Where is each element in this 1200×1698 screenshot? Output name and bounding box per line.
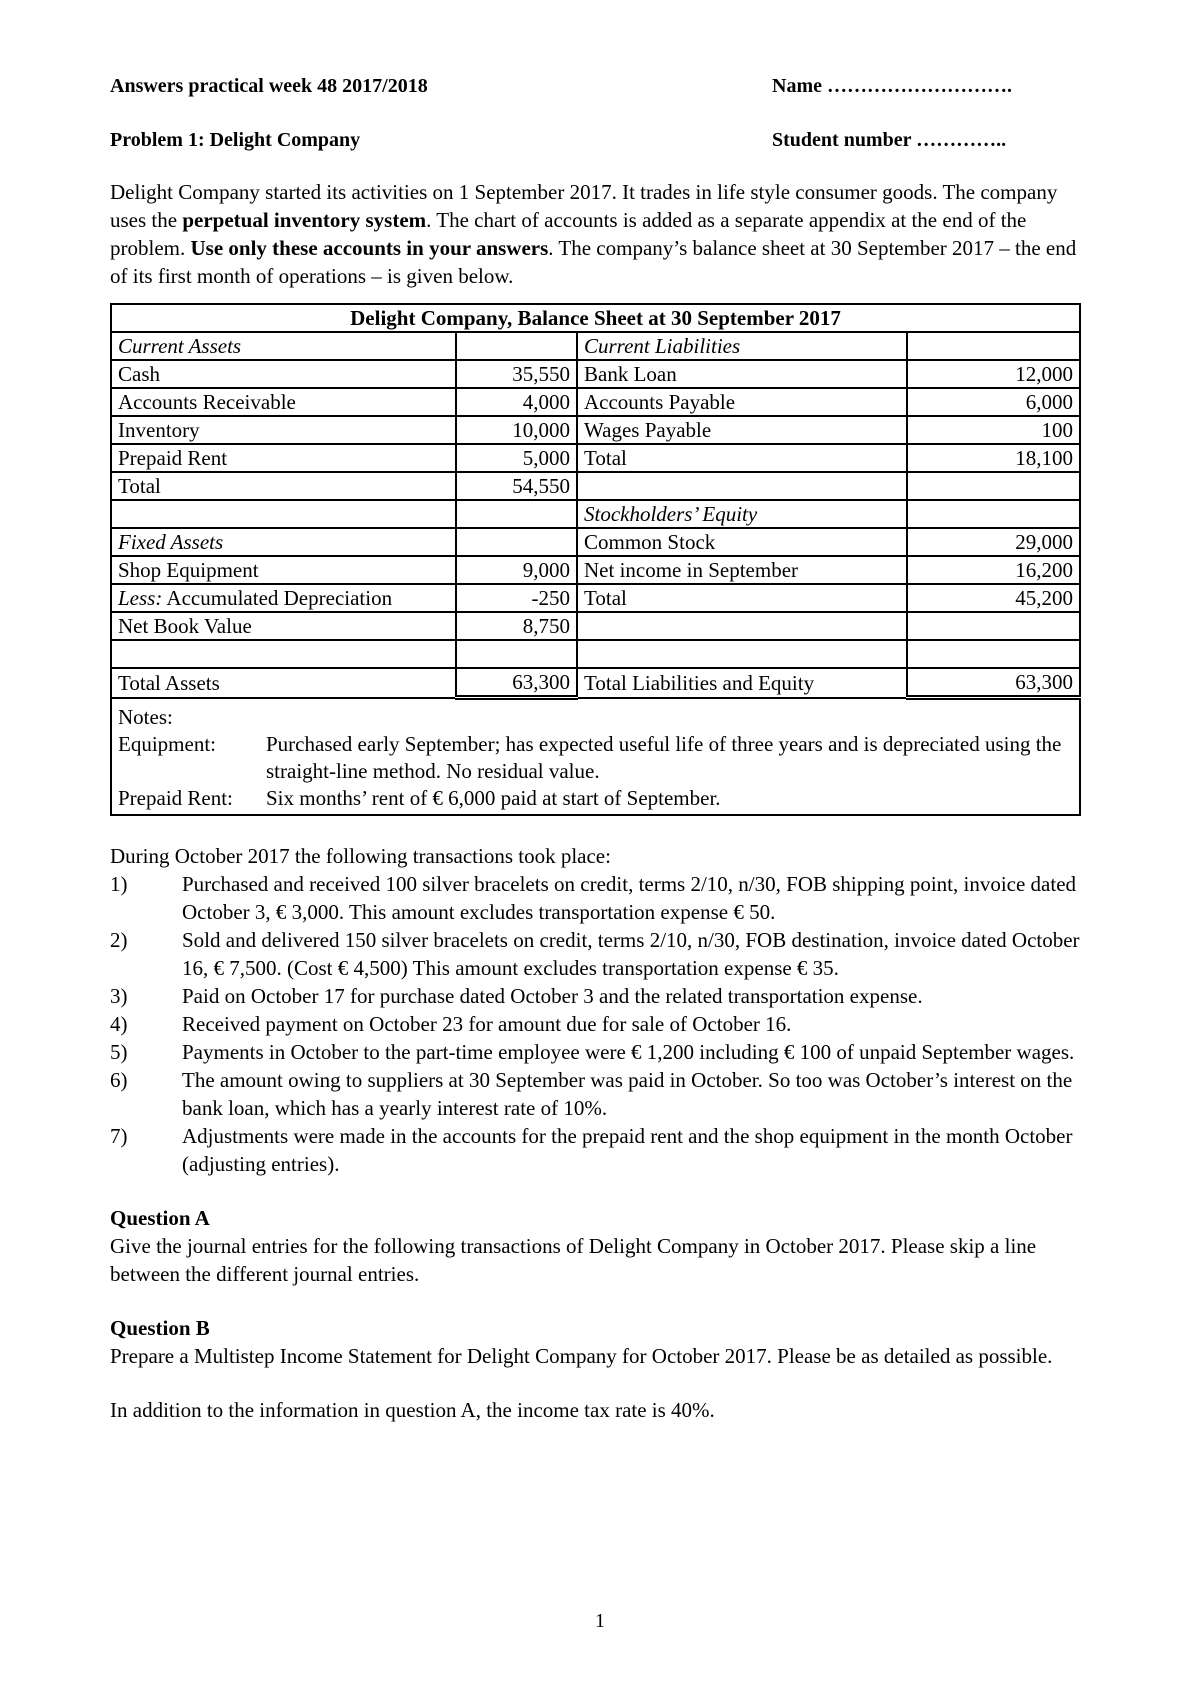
list-item bbox=[110, 1066, 1080, 1122]
item-text: Payments in October to the part-time employee were € 1,200 including € 100 of unpaid September wages. bbox=[182, 1040, 1075, 1064]
item-text: Purchased and received 100 silver bracelets on credit, terms 2/10, n/30, FOB shipping point, invoice dated October 3, € 3,000. This amount excludes transportation expense € 50. bbox=[182, 872, 1077, 924]
item-text: Sold and delivered 150 silver bracelets on credit, terms 2/10, n/30, FOB destination, invoice dated October 16, € 7,500. (Cost € 4,500) This amount excludes transportation expense € 35. bbox=[182, 928, 1080, 980]
intro-text-3: . The company’s balance sheet at 30 September 2017 – the end of its first month of operations – is given below. bbox=[110, 236, 1077, 288]
table-row bbox=[111, 556, 1080, 584]
accumulated-depreciation-label bbox=[111, 584, 456, 612]
table-row bbox=[111, 360, 1080, 388]
list-item bbox=[110, 1122, 1080, 1178]
row-value: 54,550 bbox=[456, 472, 577, 500]
row-label: Prepaid Rent bbox=[111, 444, 456, 472]
page-number: 1 bbox=[595, 1610, 605, 1632]
list-item bbox=[110, 870, 1080, 926]
list-item bbox=[110, 926, 1080, 982]
notes-label: Notes: bbox=[118, 705, 173, 729]
list-item bbox=[110, 1038, 1080, 1066]
net-income-value: 16,200 bbox=[907, 556, 1080, 584]
student-number-label: Student number ………….. bbox=[772, 129, 1007, 151]
row-label: Accounts Payable bbox=[577, 388, 907, 416]
table-row bbox=[111, 472, 1080, 500]
row-value: 18,100 bbox=[907, 444, 1080, 472]
note-rent-text: Six months’ rent of € 6,000 paid at start of September. bbox=[266, 786, 721, 810]
row-label: Wages Payable bbox=[577, 416, 907, 444]
list-item bbox=[110, 1010, 1080, 1038]
row-value: 6,000 bbox=[907, 388, 1080, 416]
row-label: Cash bbox=[111, 360, 456, 388]
acc-dep-text: Accumulated Depreciation bbox=[162, 586, 393, 610]
table-row bbox=[111, 612, 1080, 640]
list-item bbox=[110, 982, 1080, 1010]
shop-equipment-value: 9,000 bbox=[456, 556, 577, 584]
item-number: 1) bbox=[110, 872, 128, 896]
row-label: Bank Loan bbox=[577, 360, 907, 388]
table-row bbox=[111, 416, 1080, 444]
problem-title: Problem 1: Delight Company bbox=[110, 129, 361, 151]
net-income-label: Net income in September bbox=[577, 556, 907, 584]
fixed-assets-heading: Fixed Assets bbox=[111, 528, 456, 556]
table-row bbox=[111, 668, 1080, 698]
row-value: 4,000 bbox=[456, 388, 577, 416]
item-number: 2) bbox=[110, 928, 128, 952]
balance-sheet-table bbox=[110, 303, 1081, 816]
document-title: Answers practical week 48 2017/2018 bbox=[110, 75, 428, 97]
row-label: Total bbox=[577, 444, 907, 472]
item-text: Received payment on October 23 for amount due for sale of October 16. bbox=[182, 1012, 792, 1036]
current-liabilities-heading: Current Liabilities bbox=[577, 332, 907, 360]
question-b-text: Prepare a Multistep Income Statement for Delight Company for October 2017. Please be as detailed as possible. bbox=[110, 1344, 1053, 1368]
row-value: 10,000 bbox=[456, 416, 577, 444]
intro-text-1: Delight Company started its activities on 1 September 2017. It trades in life style consumer goods. The company uses the bbox=[110, 180, 1058, 232]
accumulated-depreciation-value: -250 bbox=[456, 584, 577, 612]
note-rent-label: Prepaid Rent: bbox=[118, 786, 233, 810]
item-text: The amount owing to suppliers at 30 September was paid in October. So too was October’s interest on the bank loan, which has a yearly interest rate of 10%. bbox=[182, 1068, 1073, 1120]
equity-total-value: 45,200 bbox=[907, 584, 1080, 612]
header-row-1 bbox=[110, 72, 1080, 100]
item-text: Paid on October 17 for purchase dated October 3 and the related transportation expense. bbox=[182, 984, 923, 1008]
equity-total-label: Total bbox=[577, 584, 907, 612]
row-label bbox=[577, 472, 907, 500]
row-value: 12,000 bbox=[907, 360, 1080, 388]
common-stock-label: Common Stock bbox=[577, 528, 907, 556]
item-number: 7) bbox=[110, 1124, 128, 1148]
row-value: 100 bbox=[907, 416, 1080, 444]
row-value: 35,550 bbox=[456, 360, 577, 388]
total-assets-value: 63,300 bbox=[456, 668, 577, 698]
question-a-title: Question A bbox=[110, 1206, 210, 1230]
item-number: 6) bbox=[110, 1068, 128, 1092]
intro-paragraph bbox=[110, 178, 1080, 290]
current-assets-heading: Current Assets bbox=[111, 332, 456, 360]
intro-bold-1: perpetual inventory system bbox=[182, 208, 427, 232]
note-equipment-text: Purchased early September; has expected useful life of three years and is depreciated using the straight-line method. No residual value. bbox=[266, 732, 1062, 783]
question-b-extra: In addition to the information in question A, the income tax rate is 40%. bbox=[110, 1398, 715, 1422]
intro-text-2: . The chart of accounts is added as a separate appendix at the end of the problem. bbox=[110, 208, 1027, 260]
item-number: 4) bbox=[110, 1012, 128, 1036]
total-liabilities-equity-value: 63,300 bbox=[907, 668, 1080, 698]
transactions-intro: During October 2017 the following transactions took place: bbox=[110, 844, 611, 868]
header-row-2 bbox=[110, 126, 1080, 154]
intro-bold-2: Use only these accounts in your answers bbox=[190, 236, 549, 260]
table-row bbox=[111, 584, 1080, 612]
table-row bbox=[111, 388, 1080, 416]
stockholders-equity-heading: Stockholders’ Equity bbox=[577, 500, 907, 528]
item-text: Adjustments were made in the accounts for the prepaid rent and the shop equipment in the month October (adjusting entries). bbox=[182, 1124, 1073, 1176]
shop-equipment-label: Shop Equipment bbox=[111, 556, 456, 584]
balance-sheet-notes bbox=[111, 698, 1080, 816]
row-value: 5,000 bbox=[456, 444, 577, 472]
common-stock-value: 29,000 bbox=[907, 528, 1080, 556]
transactions-list bbox=[110, 870, 1080, 1178]
row-label: Total bbox=[111, 472, 456, 500]
document-page bbox=[110, 72, 1080, 1424]
row-label: Accounts Receivable bbox=[111, 388, 456, 416]
row-label: Inventory bbox=[111, 416, 456, 444]
item-number: 3) bbox=[110, 984, 128, 1008]
note-equipment-label: Equipment: bbox=[118, 732, 216, 756]
question-b-title: Question B bbox=[110, 1316, 210, 1340]
question-a-text: Give the journal entries for the following transactions of Delight Company in October 2017. Please skip a line between the different journal entries. bbox=[110, 1234, 1037, 1286]
table-row bbox=[111, 528, 1080, 556]
total-liabilities-equity-label: Total Liabilities and Equity bbox=[577, 668, 907, 698]
less-label: Less: bbox=[118, 586, 163, 610]
total-assets-label: Total Assets bbox=[111, 668, 456, 698]
balance-sheet-title: Delight Company, Balance Sheet at 30 September 2017 bbox=[111, 304, 1080, 332]
net-book-value-value: 8,750 bbox=[456, 612, 577, 640]
table-row bbox=[111, 444, 1080, 472]
row-value bbox=[907, 472, 1080, 500]
item-number: 5) bbox=[110, 1040, 128, 1064]
net-book-value-label: Net Book Value bbox=[111, 612, 456, 640]
name-field-label: Name ………………………. bbox=[772, 75, 1012, 97]
